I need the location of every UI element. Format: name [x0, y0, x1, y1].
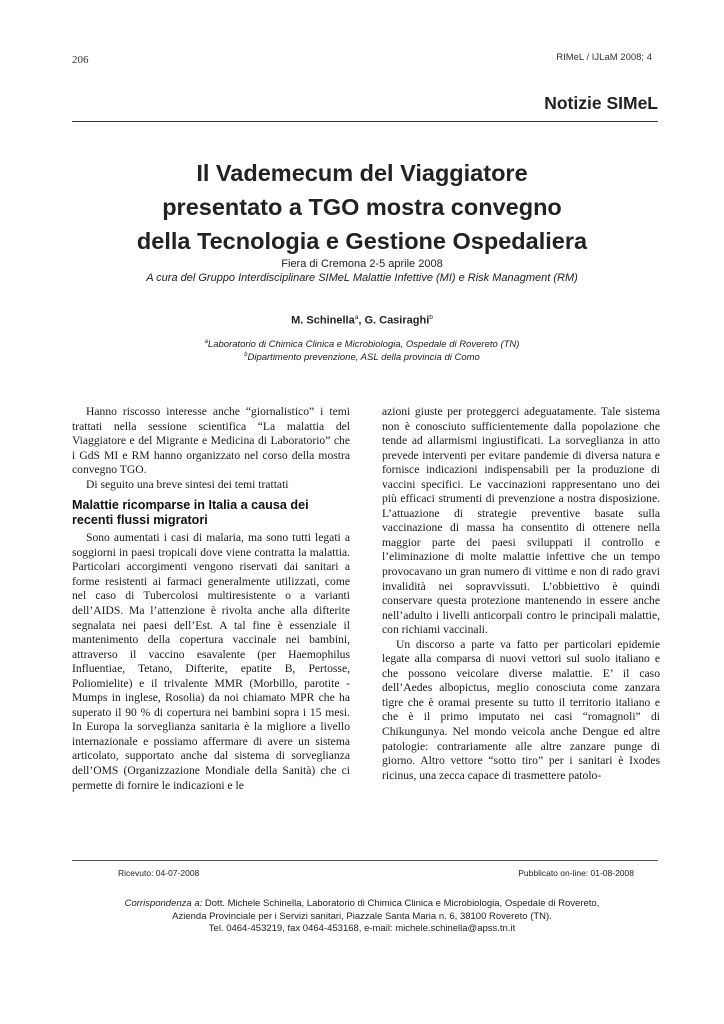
- header-divider: [72, 121, 658, 122]
- title-line: Il Vademecum del Viaggiatore: [196, 160, 528, 186]
- body-column-left: [72, 405, 350, 793]
- curated-by: A cura del Gruppo Interdisciplinare SIMeL Malattie Infettive (MI) e Risk Managment (RM): [146, 272, 578, 284]
- published-date: Pubblicato on-line: 01-08-2008: [518, 868, 634, 878]
- affiliation-mark: b: [244, 352, 248, 358]
- correspondence-text: Dott. Michele Schinella, Laboratorio di Chimica Clinica e Microbiologia, Ospedale di Rovereto,: [202, 898, 600, 909]
- affiliation-text: Dipartimento prevenzione, ASL della provincia di Como: [247, 352, 480, 364]
- body-paragraph: azioni giuste per proteggerci adeguatamente. Tale sistema non è conosciuto sufficientemente dalla popolazione che tende ad allarmismi ingiustificati. La sorveglianza in atto prevede interventi per evitare pandemie di diversa natura e fornisce indicazioni indispensabili per la produzione di vaccini specifici. Le vaccinazioni rappresentano uno dei più efficaci strumenti di prevenzione a nostra disposizione. L’attuazione di strategie preventive basate sulla vaccinazione di massa ha consentito di ottenere nella maggior parte dei paesi sviluppati il controllo e l’eliminazione di molte malattie infettive che un tempo provocavano un gran numero di vittime e non di rado gravi invalidità nei sopravvissuti. L’obbiettivo è quindi conservare questa protezione mantenendo in essere anche nell’adulto i livelli anticorpali contro le principali malattie, con richiami vaccinali.: [382, 405, 660, 637]
- article-title: [60, 156, 664, 258]
- author-name: M. Schinella: [291, 314, 355, 327]
- author-affiliation-mark: a: [354, 314, 359, 321]
- author-list: [0, 314, 724, 327]
- correspondence-line: [60, 898, 664, 911]
- title-line: della Tecnologia e Gestione Ospedaliera: [136, 228, 588, 254]
- affiliation-mark: a: [204, 339, 208, 345]
- footer-divider: [72, 860, 658, 861]
- author-affiliation-mark: b: [429, 314, 433, 321]
- correspondence-line: Azienda Provinciale per i Servizi sanitari, Piazzale Santa Maria n. 6, 38100 Rovereto (TN).: [172, 910, 552, 922]
- event-date: Fiera di Cremona 2-5 aprile 2008: [281, 258, 443, 270]
- correspondence-label: Corrispondenza a:: [124, 898, 203, 909]
- section-heading: Malattie ricomparse in Italia a causa dei recenti flussi migratori: [72, 498, 309, 528]
- affiliation: [0, 339, 724, 350]
- page-number: 206: [72, 54, 89, 66]
- body-paragraph: Sono aumentati i casi di malaria, ma sono tutti legati a soggiorni in paesi tropicali dove viene contratta la malattia. Particolari accorgimenti vengono riservati dai sanitari a forme resistenti ai farmaci generalmente utilizzati, come nel caso di Tubercolosi multiresistente o a varianti dell’AIDS. Ma l’attenzione è rivolta anche alla difterite segnalata nei paesi dell’Est. A tal fine è essenziale il mantenimento della copertura vaccinale nei bambini, attraverso il vaccino esavalente (per Haemophilus Influentiae, Tetano, Difterite, epatite B, Pertosse, Poliomielite) e il trivalente MMR (Morbillo, parotite - Mumps in inglese, Rosolia) da noi chiamato MPR che ha superato il 90 % di copertura nei bambini sopra i 15 mesi. In Europa la sorveglianza sanitaria è la migliore a livello internazionale e possiamo affermare di avere un sistema articolato, supportato anche dal sistema di sorveglianza dell’OMS (Organizzazione Mondiale della Sanità) che ci permette di fornire le indicazioni e le: [72, 531, 350, 792]
- body-paragraph: Hanno riscosso interesse anche “giornalistico” i temi trattati nella sessione scientifica “La malattia del Viaggiatore e del Migrante e Medicina di Laboratorio” che i GdS MI e RM hanno organizzato nel corso della mostra convegno TGO.: [72, 405, 350, 477]
- affiliation-text: Laboratorio di Chimica Clinica e Microbiologia, Ospedale di Rovereto (TN): [207, 339, 520, 351]
- author-name: G. Casiraghi: [364, 314, 430, 327]
- body-column-right: [382, 405, 660, 783]
- received-date: Ricevuto: 04-07-2008: [118, 868, 200, 878]
- correspondence: [60, 898, 664, 936]
- author-separator: ,: [358, 314, 365, 327]
- affiliation: [0, 352, 724, 363]
- journal-reference: RIMeL / IJLaM 2008; 4: [556, 52, 652, 63]
- correspondence-line: Tel. 0464-453219, fax 0464-453168, e-mail: michele.schinella@apss.tn.it: [208, 923, 516, 934]
- body-paragraph: Di seguito una breve sintesi dei temi trattati: [86, 477, 289, 491]
- title-line: presentato a TGO mostra convegno: [162, 194, 562, 220]
- section-title: Notizie SIMeL: [544, 93, 658, 113]
- body-paragraph: Un discorso a parte va fatto per particolari epidemie legate alla comparsa di nuovi vettori sul suolo italiano e che possono veicolare diverse malattie. E’ il caso dell’Aedes albopictus, meglio conosciuta come zanzara tigre che è oramai presente su tutto il territorio italiano e che è il primo imputato nei casi “romagnoli” di Chikungunya. Nel mondo veicola anche Dengue ed altre patologie: contrariamente alle altre zanzare punge di giorno. Altro vettore “sotto tiro” per i sanitari è Ixodes ricinus, una zecca capace di trasmettere patolo-: [382, 637, 660, 782]
